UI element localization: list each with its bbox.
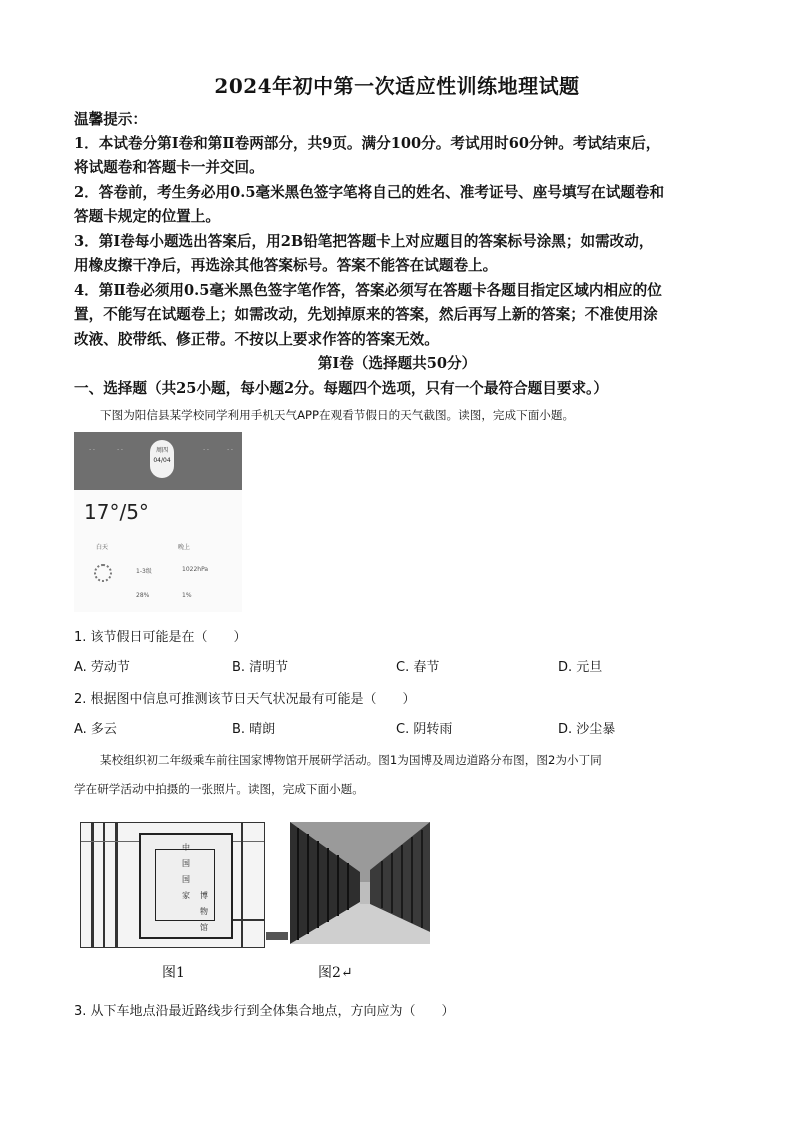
option-c: C. 阴转雨 — [396, 722, 453, 737]
figure-2-caption: 图2↵ — [318, 965, 353, 981]
notice-line: 用橡皮擦干净后，再选涂其他答案标号。答案不能答在试题卷上。 — [74, 257, 498, 274]
weather-temperature: 17°/5° — [84, 500, 149, 524]
option-b: B. 清明节 — [232, 660, 289, 675]
weather-pressure: 1022hPa — [182, 566, 209, 573]
photo-illustration — [290, 822, 430, 944]
option-d: D. 沙尘暴 — [558, 722, 616, 737]
sun-icon — [94, 564, 112, 582]
option-d: D. 元旦 — [558, 660, 603, 675]
notice-line: 将试题卷和答题卡一并交回。 — [74, 159, 264, 176]
notice-line: 3．第Ⅰ卷每小题选出答案后，用2B铅笔把答题卡上对应题目的答案标号涂黑；如需改动， — [74, 233, 654, 250]
question-intro: 某校组织初二年级乘车前往国家博物馆开展研学活动。图1为国博及周边道路分布图，图2为小丁同 — [100, 753, 602, 767]
notice-line: 置，不能写在试题卷上；如需改动，先划掉原来的答案，然后再写上新的答案；不准使用涂 — [74, 306, 658, 323]
question-intro: 学在研学活动中拍摄的一张照片。读图，完成下面小题。 — [74, 782, 364, 796]
figure-1-caption: 图1 — [162, 965, 185, 981]
option-a: A. 劳动节 — [74, 660, 130, 675]
weather-label-day: 白天 — [96, 544, 109, 551]
museum-building: 中 国 国 家 博 物 馆 — [139, 833, 233, 939]
arrow-marker — [266, 932, 288, 940]
museum-map-figure — [80, 822, 265, 948]
notice-line: 答题卡规定的位置上。 — [74, 208, 220, 225]
weather-wind: 1-3级 — [136, 568, 152, 575]
weather-screenshot — [74, 432, 242, 612]
weather-day-strip: · · · · · · · · 周四 04/04 — [74, 432, 242, 490]
notice-line: 1．本试卷分第Ⅰ卷和第Ⅱ卷两部分，共9页。满分100分。考试用时60分钟。考试结束后， — [74, 135, 661, 152]
museum-photo-figure — [290, 822, 430, 944]
option-a: A. 多云 — [74, 722, 117, 737]
question-1: 1. 该节假日可能是在（ ） — [74, 630, 247, 645]
exam-title: 2024年初中第一次适应性训练地理试题 — [214, 74, 580, 98]
road — [231, 919, 264, 921]
section-title: 第Ⅰ卷（选择题共50分） — [317, 355, 477, 372]
notice-heading: 温馨提示： — [74, 111, 147, 128]
notice-line: 4．第Ⅱ卷必须用0.5毫米黑色签字笔作答，答案必须写在答题卡各题目指定区域内相应的位 — [74, 282, 662, 299]
notice-line: 改液、胶带纸、修正带。不按以上要求作答的答案无效。 — [74, 331, 439, 348]
weather-humidity: 28% — [136, 592, 150, 599]
part-heading: 一、选择题（共25小题，每小题2分。每题四个选项，只有一个最符合题目要求。） — [74, 380, 608, 397]
weather-label-night: 晚上 — [178, 544, 191, 551]
question-intro: 下图为阳信县某学校同学利用手机天气APP在观看节假日的天气截图。读图，完成下面小题。 — [100, 408, 575, 422]
option-c: C. 春节 — [396, 660, 440, 675]
option-b: B. 晴朗 — [232, 722, 276, 737]
question-3: 3. 从下车地点沿最近路线步行到全体集合地点，方向应为（ ） — [74, 1004, 455, 1019]
notice-line: 2．答卷前，考生务必用0.5毫米黑色签字笔将自己的姓名、准考证号、座号填写在试题卷和 — [74, 184, 665, 201]
weather-selected-day: 周四 04/04 — [150, 440, 174, 478]
question-2: 2. 根据图中信息可推测该节日天气状况最有可能是（ ） — [74, 692, 416, 707]
weather-rain: 1% — [182, 592, 192, 599]
road — [241, 823, 243, 947]
